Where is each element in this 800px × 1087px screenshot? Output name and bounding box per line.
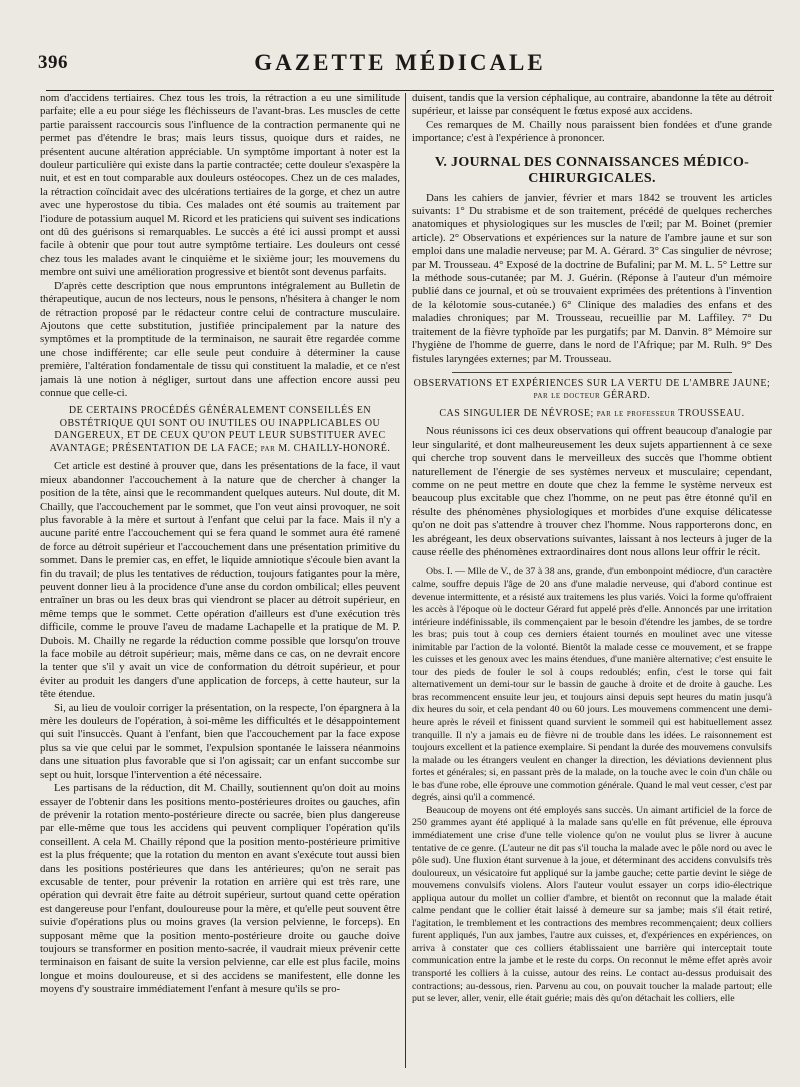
subheading-trousseau: CAS SINGULIER DE NÉVROSE; par le professeur TROUSSEAU.	[439, 407, 745, 419]
column-divider	[405, 93, 406, 1068]
right-paragraph-3: Dans les cahiers de janvier, février et mars 1842 se trouvent les articles suivants: 1° Du strabisme et de son traitement, précédé de quelques recherches anatomiques et physiologiques sur les muscles de l'œil; par M. Boinet (premier article). 2° Observations et expériences sur la nature de l'ambre jaune et sur son emploi dans une maladie nerveuse; par M. A. Gérard. 3° Cas singulier de névrose; par M. Trousseau. 4° Exposé de la doctrine de Bufalini; par M. M. L. 5° Lettre sur la méthode sous-cutanée; par M. J. Guérin. (Réponse à l'auteur d'un mémoire publié dans ce journal, et où se trouvaient exprimées des prétentions à l'invention de la kélotomie sous-cutanée.) 6° Clinique des maladies des enfans et des maladies chroniques; par M. Trousseau, recueillie par M. Laffiley. 7° Du traitement de la fièvre typhoïde par les purgatifs; par M. Danvin. 8° Mémoire sur l'hygiène de l'homme de guerre, dans le nord de l'Afrique; par M. Rulh. 9° Des fistules laryngées externes; par M. Trousseau.	[412, 191, 772, 365]
observation-1-continued: Beaucoup de moyens ont été employés sans succès. Un aimant artificiel de la force de 250 grammes ayant été appliqué à la malade sans qu'elle en fût prévenue, elle éprouva immédiatement une crise d'une telle violence qu'on ne voulut plus se livrer à aucune tentative de ce genre. (L'auteur ne dit pas s'il toucha la malade avec le pôle nord ou avec le pôle sud). Une fluxion étant survenue à la joue, et déterminant des accidens convulsifs très douloureux, un vésicatoire fut appliqué sur la jambe gauche; cette partie devint le siège de mouvemens convulsifs violens. Alors l'auteur voulut essayer un corps idio-électrique appliqua autour du mollet un collier d'ambre, et bientôt on reconnut que la malade était calme pendant que le collier était laissé à demeure sur sa jambe; mais s'il était retiré, l'agitation, le tremblement et les contractions des membres recommençaient; deux colliers furent appliqués, l'un aux jambes, l'autre aux cuisses, et, d'expériences en expériences, on arriva à constater que ces colliers établissaient une barrière qui interceptait toute communication entre la jambe et le reste du corps. On reconnut le même effet après avoir transporté les colliers à la cuisse, autour des reins. Le contact au-dessus produisait des contractions; au-dessous, rien. Parvenu au cou, on pouvait toucher la malade partout; elle put se lever, aller, venir, elle était guérie; mais dès qu'on détachait les colliers, elle	[412, 804, 772, 1005]
header-rule	[46, 90, 774, 91]
journal-title: GAZETTE MÉDICALE	[254, 50, 546, 75]
section-heading: V. JOURNAL DES CONNAISSANCES MÉDICO-CHIRURGICALES.	[434, 154, 750, 186]
left-paragraph-1: nom d'accidens tertiaires. Chez tous les trois, la rétraction a eu une similitude parfaite; elle a eu pour siége les fléchisseurs de l'avant-bras. Les muscles de cette partie paraissent raccourcis sous l'influence de la contraction permanente qui ne permet pas d'étendre le bras; mais leurs tissus, quoique durs et raides, ne présentent aucune altération appréciable. Un symptôme important à noter est la douleur particulière qui existe dans la partie contractée; cette douleur s'exaspère la nuit, et est en tout comparable aux douleurs ostéocopes. Chez un de ces malades, la rétraction coïncidait avec des ulcérations tertiaires de la gorge, et chez un autre avec une hyperostose du tibia. Ces malades ont été soumis au traitement par l'iodure de potassium auquel M. Ricord et les praticiens qui suivent ses indications ont dû des guérisons si remarquables. Le succès a été ici aussi prompt et aussi facile à obtenir que pour tout autre symptôme tertiaire. Les douleurs ont cessé chez tous les malades avant le cinquième et le sixième jour; les mouvemens du membre ont suivi une amélioration progressive et bientôt sont devenus parfaits.	[40, 92, 400, 279]
right-column	[412, 92, 772, 1070]
left-paragraph-4: Si, au lieu de vouloir corriger la présentation, on la respecte, l'on épargnera à la mère les douleurs de l'opération, à soi-même les difficultés et le désappointement qui suit l'insuccès. Quant à l'enfant, bien que l'accouchement par la face expose plus sa vie que celui par le sommet, l'expulsion spontanée le laissera néanmoins dans une situation plus favorable que si l'on agissait; car un enfant succombe sur sept ou huit, lorsque l'intervention a été nécessaire.	[40, 701, 400, 781]
observation-1: Obs. I. — Mlle de V., de 37 à 38 ans, grande, d'un embonpoint médiocre, d'un caractère calme, souffre depuis l'âge de 20 ans d'une maladie nerveuse, qui d'abord continue est devenue intermittente, et a résisté aux traitemens les plus variés. Voici la forme qu'offraient les accès à l'époque où le docteur Gérard fut appelé près d'elle. Annoncés par une irritation intérieure indéfinissable, ils commençaient par le besoin d'étendre les jambes, de se tordre les bras; puis tout à coup ces derniers étaient tournés en moulinet avec une vitesse inimitable par l'action de la volonté. Bientôt la malade cesse ce mouvement, et se frappe les cuisses et les genoux avec les mains étendues, d'une manière alternative; c'est ensuite le tour des pieds de fouler le sol à coups redoublés; enfin, c'est le torse qui fait alternativement un demi-tour sur le bassin de gauche à droite et de droite à gauche. Les bras recommencent ensuite leur jeu, et toujours ainsi depuis sept heures du matin jusqu'à dix heures du soir, et cela pendant 40 ou 60 jours. Les mouvemens commencent une demi-heure après le réveil et finissent quand survient le sommeil qui est habituellement assez tranquille. Il n'y a jamais eu de fièvre ni de trouble dans les idées. Le raisonnement est toujours excellent et la patience exemplaire. Si pendant la durée des mouvemens convulsifs la malade ou les étrangers veulent en changer la direction, les déviations deviennent plus fortes et générales; si, en passant près de la malade, on la touche avec le coin d'un châle ou le bas d'une robe, elle éprouve une commotion générale. Quand le mal veut cesser, c'est par degrés, ainsi qu'il a commencé.	[412, 566, 772, 804]
article-heading: DE CERTAINS PROCÉDÉS GÉNÉRALEMENT CONSEILLÉS EN OBSTÉTRIQUE QUI SONT OU INUTILES OU INAPPLICABLES OU DANGEREUX, ET DE CEUX QU'ON PEUT LEUR SUBSTITUER AVEC AVANTAGE; PRÉSENTATION DE LA FACE; par M. CHAILLY-HONORÉ.	[49, 405, 391, 454]
subheading-gerard: OBSERVATIONS ET EXPÉRIENCES SUR LA VERTU DE L'AMBRE JAUNE; par le docteur GÉRARD.	[413, 377, 771, 402]
separator-rule	[452, 372, 732, 373]
page-number: 396	[38, 52, 68, 73]
left-paragraph-5: Les partisans de la réduction, dit M. Chailly, soutiennent qu'on doit au moins essayer de l'obtenir dans les positions mento-postérieures droites ou gauches, afin de prévenir la rotation mento-postérieure directe ou sacrée, bien plus dangereuse par elle-même que tous les accidens qui peuvent compliquer l'opération qu'ils conseillent. A cela M. Chailly répond que la position mento-postérieure primitive est la plus fréquente; que la rotation du menton en avant s'exécute tout aussi bien dans les positions postérieures que dans les antérieures; qu'on ne serait pas excusable de tenter, pour prévenir la rotation en arrière qui est très rare, une opération qui devrait être faite au détroit supérieur, surtout quand cette opération est dangereuse pour l'enfant, douloureuse pour la mère, et qu'elle peut souvent être suivie d'opérations plus ou moins graves (la version pelvienne, le forceps). En supposant même que la position mento-postérieure droite ou gauche doive toujours se transformer en position mento-sacrée, il vaudrait mieux prévenir cette terminaison en faisant de suite la version pelvienne, car elle est plus facile, moins longue et moins douloureuse, et si des accidens se manifestent, elle donne les moyens d'y soustraire immédiatement l'enfant à mesure qu'ils se pro-	[40, 782, 400, 996]
right-paragraph-2: Ces remarques de M. Chailly nous paraissent bien fondées et d'une grande importance; c'est à l'expérience à prononcer.	[412, 118, 772, 145]
left-paragraph-2: D'après cette description que nous empruntons intégralement au Bulletin de thérapeutique, aucun de nos lecteurs, nous le pensons, n'hésitera à changer le nom de rétraction proposé par le rédacteur contre celui de contracture musculaire. Ajoutons que cette substitution, justifiée principalement par la nature des symptômes et la promptitude de la terminaison, ne saurait être regardée comme une chose indifférente; car elle seule peut conduire à déterminer la cause première, l'altération fondamentale de tissu qui constituent la maladie, et ce n'est jamais là une notion à négliger, surtout dans une affection encore aussi peu connue que celle-ci.	[40, 279, 400, 399]
right-paragraph-4: Nous réunissons ici ces deux observations qui offrent beaucoup d'analogie par leur singularité, et dont malheureusement les deux sujets appartiennent à ce sexe qui cherche trop souvent dans le merveilleux des succès que l'homme obtient naturellement de l'énergie de ses systèmes nerveux et musculaire; cependant, comme on ne peut mettre en doute que chez la femme le système nerveux est beaucoup plus excitable que chez l'homme, on ne peut pas être étonné qu'il en résulte des phénomènes physiologiques et morbides d'une exquise délicatesse qu'on ne doit pas s'attendre à trouver chez l'homme. Nous rapporterons donc, en les abrégeant, les deux observations suivantes, laissant à nos lecteurs à juger de la cause réelle des phénomènes extraordinaires dont nous allons leur offrir le récit.	[412, 425, 772, 559]
right-paragraph-1: duisent, tandis que la version céphalique, au contraire, abandonne la tête au détroit supérieur, et laisse par conséquent le fœtus exposé aux accidens.	[412, 92, 772, 118]
left-paragraph-3: Cet article est destiné à prouver que, dans les présentations de la face, il vaut mieux abandonner l'accouchement à la nature que de chercher à changer la position de la tête, ainsi que le recommandent quelques auteurs. Nul doute, dit M. Chailly, que l'accouchement par le sommet, que l'on veut ainsi provoquer, ne soit plus favorable à la mère et surtout à l'enfant que celui par la face. Mais il n'y a aucune parité entre l'accouchement qui se fera quand le sommet aura été ramené de force au détroit supérieur et l'accouchement dans une présentation primitive du sommet. Dans le premier cas, en effet, le liquide amniotique s'écoule bien avant la fin du travail; de plus les tentatives de réduction, toujours fatigantes pour la mère, peuvent donner lieu à la procidence d'une anse du cordon ombilical; elles peuvent entraîner un bras ou les deux bras qui viendront se placer au détroit supérieur, en même temps que le sommet. Cette opération d'ailleurs est d'une exécution très difficile, comme le prouve l'aveu de madame Lachapelle et la pratique de M. P. Dubois. M. Chailly ne regarde la réduction comme possible que lorsqu'on trouve la face mobile au détroit supérieur; mais, même dans ce cas, on ne devrait encore la tenter que s'il y avait un vice de conformation du détroit supérieur, et pour éviter au produit les dangers d'une application de forceps, à cette hauteur, sur la tête étendue.	[40, 460, 400, 701]
left-column	[40, 92, 400, 1070]
